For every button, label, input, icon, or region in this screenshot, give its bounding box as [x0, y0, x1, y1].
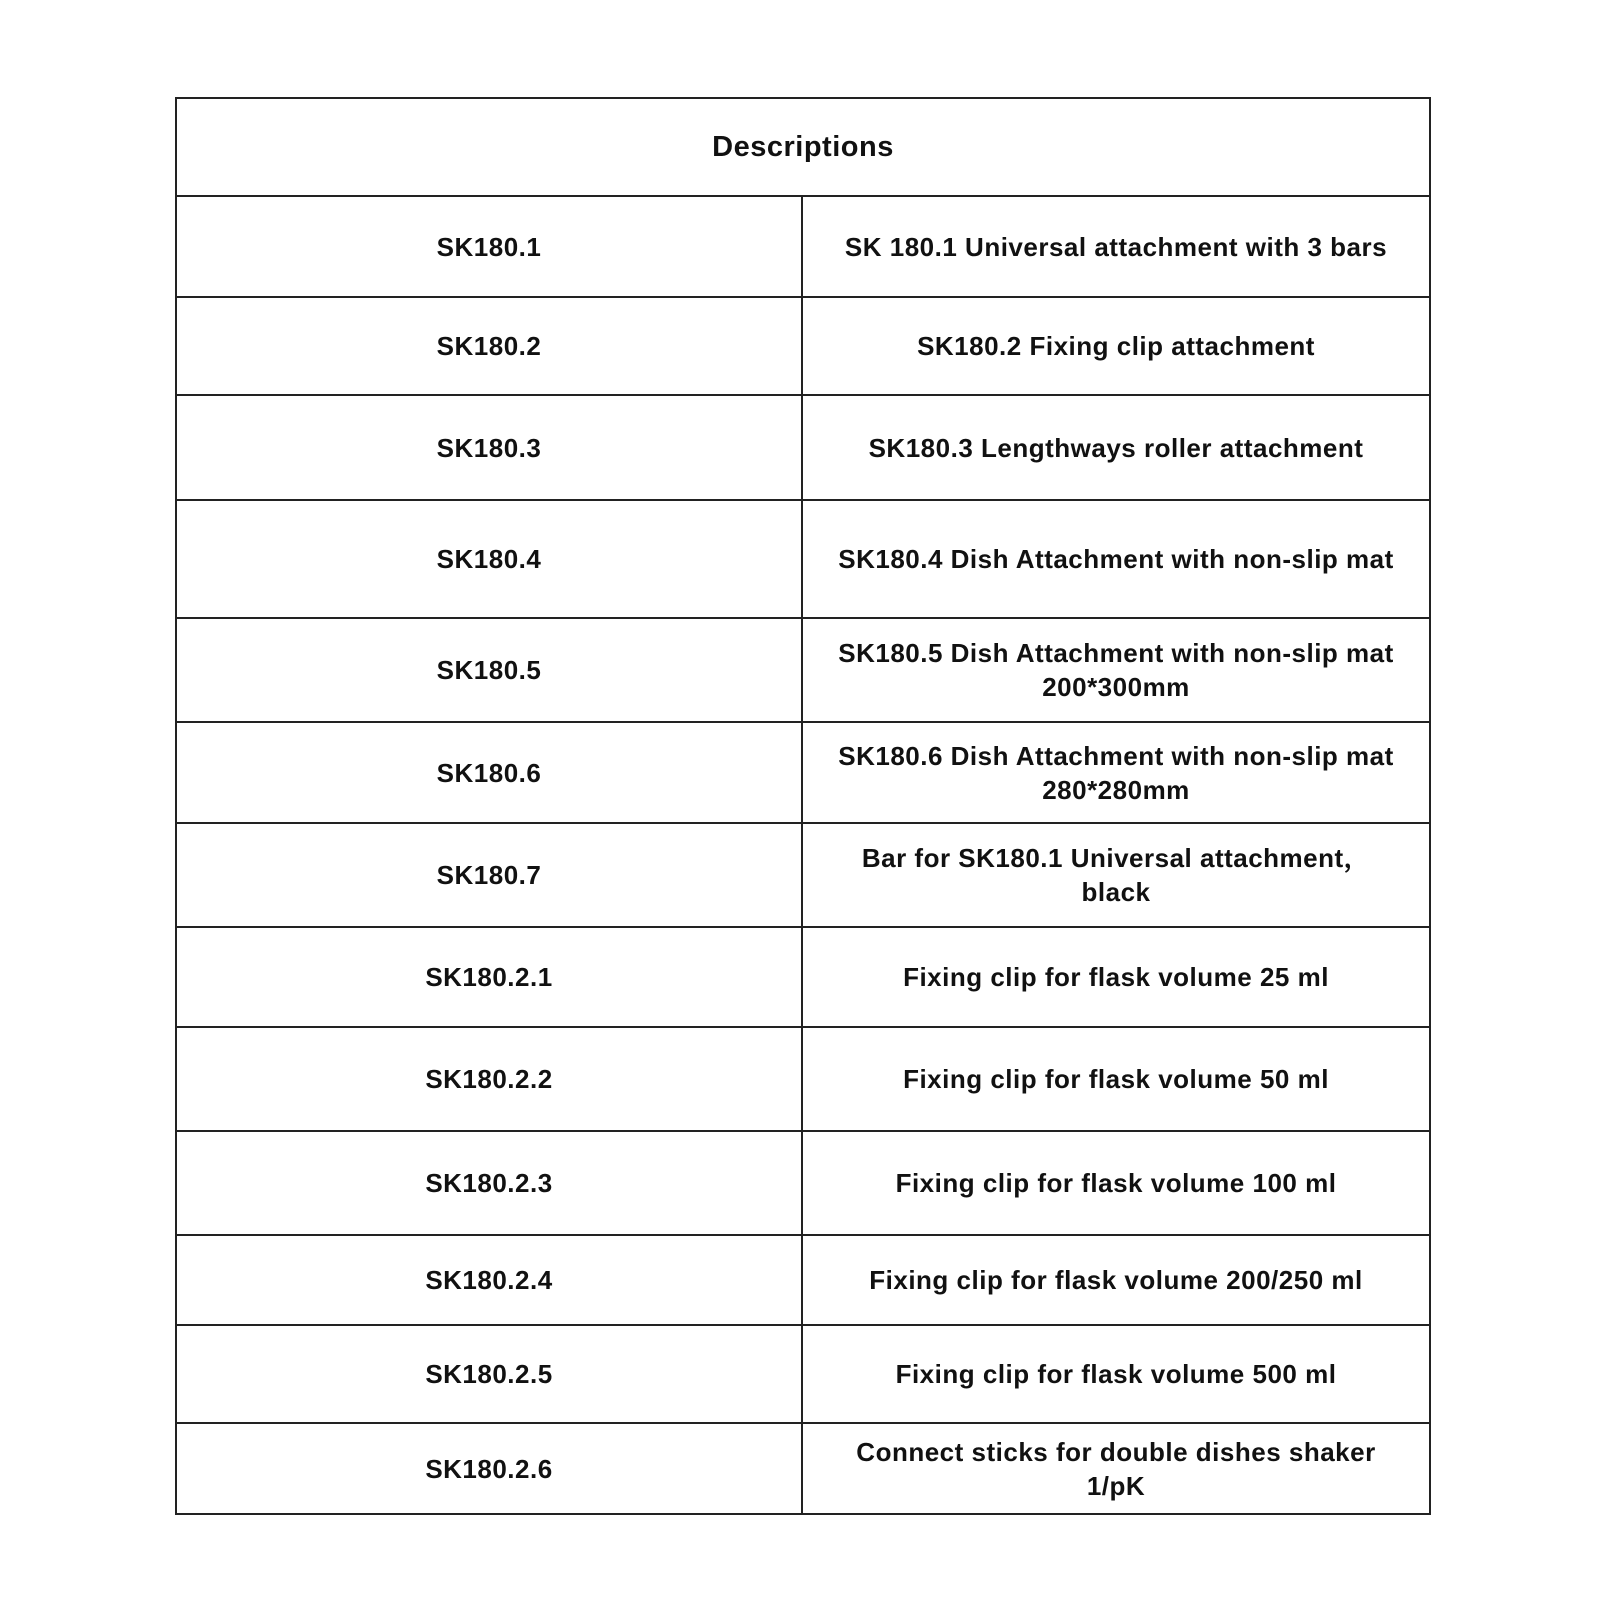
product-code: SK180.2.5 — [176, 1325, 802, 1423]
product-description: Fixing clip for flask volume 25 ml — [802, 927, 1430, 1027]
product-code: SK180.5 — [176, 618, 802, 722]
table-row — [176, 823, 1430, 927]
product-description: Fixing clip for flask volume 500 ml — [802, 1325, 1430, 1423]
table-row — [176, 1131, 1430, 1235]
table-row — [176, 927, 1430, 1027]
product-description: SK 180.1 Universal attachment with 3 bars — [802, 196, 1430, 297]
product-code: SK180.2 — [176, 297, 802, 395]
product-description: SK180.4 Dish Attachment with non-slip mat — [802, 500, 1430, 618]
product-description: SK180.3 Lengthways roller attachment — [802, 395, 1430, 500]
table-header-row — [176, 98, 1430, 196]
product-description: SK180.2 Fixing clip attachment — [802, 297, 1430, 395]
table-row — [176, 722, 1430, 823]
table-row — [176, 1027, 1430, 1131]
product-code: SK180.2.3 — [176, 1131, 802, 1235]
product-description: Fixing clip for flask volume 200/250 ml — [802, 1235, 1430, 1325]
table-row — [176, 618, 1430, 722]
table-row — [176, 1423, 1430, 1514]
product-code: SK180.4 — [176, 500, 802, 618]
table-row — [176, 395, 1430, 500]
product-description: Bar for SK180.1 Universal attachment， black — [802, 823, 1430, 927]
product-code: SK180.2.1 — [176, 927, 802, 1027]
product-code: SK180.1 — [176, 196, 802, 297]
product-code: SK180.7 — [176, 823, 802, 927]
product-description: SK180.6 Dish Attachment with non-slip mat 280*280mm — [802, 722, 1430, 823]
table-row — [176, 1325, 1430, 1423]
product-code: SK180.2.6 — [176, 1423, 802, 1514]
table-row — [176, 196, 1430, 297]
product-description: Fixing clip for flask volume 100 ml — [802, 1131, 1430, 1235]
table-row — [176, 297, 1430, 395]
table-row — [176, 1235, 1430, 1325]
product-description: Fixing clip for flask volume 50 ml — [802, 1027, 1430, 1131]
descriptions-table — [175, 97, 1431, 1515]
product-code: SK180.2.4 — [176, 1235, 802, 1325]
product-description: SK180.5 Dish Attachment with non-slip mat 200*300mm — [802, 618, 1430, 722]
table-row — [176, 500, 1430, 618]
product-code: SK180.6 — [176, 722, 802, 823]
product-code: SK180.3 — [176, 395, 802, 500]
product-code: SK180.2.2 — [176, 1027, 802, 1131]
product-description: Connect sticks for double dishes shaker 1/pK — [802, 1423, 1430, 1514]
table-header: Descriptions — [176, 98, 1430, 196]
description-sheet — [175, 97, 1429, 1515]
